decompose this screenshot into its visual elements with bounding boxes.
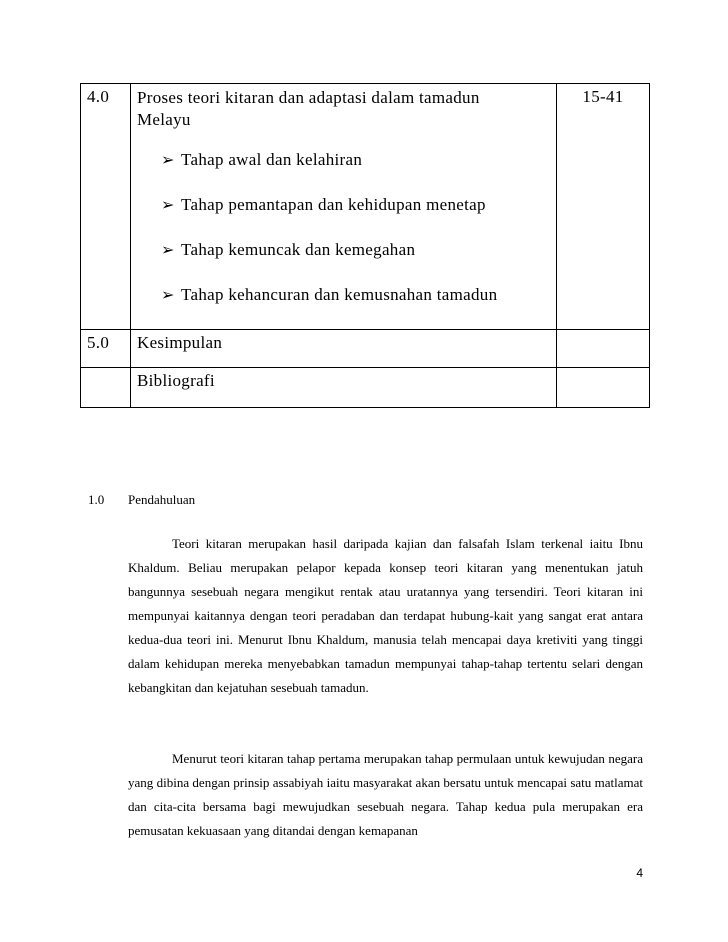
page-number: 4 [636,866,643,880]
table-of-contents [80,83,650,408]
toc-title: Proses teori kitaran dan adaptasi dalam tamadun [137,88,480,107]
toc-row [81,84,650,330]
toc-title-cell [131,84,557,330]
toc-subitem [161,149,556,194]
section-number: 1.0 [88,492,105,507]
toc-subitem [161,239,556,284]
toc-page-range [557,368,650,408]
toc-subitem-label: Tahap kemuncak dan kemegahan [181,240,416,259]
toc-subitem [161,194,556,239]
toc-page-range [557,330,650,368]
arrow-bullet-icon: ➢ [161,197,175,214]
toc-title: Kesimpulan [131,330,557,368]
arrow-bullet-icon: ➢ [161,242,175,259]
section-title: Pendahuluan [128,492,196,507]
arrow-bullet-icon: ➢ [161,287,175,304]
toc-title-continued: Melayu [137,110,191,129]
toc-title: Bibliografi [131,368,557,408]
toc-row [81,368,650,408]
toc-number: 5.0 [81,330,131,368]
toc-subitem-label: Tahap pemantapan dan kehidupan menetap [181,195,486,214]
body-paragraph [128,532,643,700]
toc-subitems [161,149,556,329]
body-paragraph [128,747,643,843]
toc-page-range: 15-41 [557,84,650,330]
toc-subitem [161,284,556,329]
toc-number [81,368,131,408]
toc-subitem-label: Tahap kehancuran dan kemusnahan tamadun [181,285,498,304]
toc-subitem-label: Tahap awal dan kelahiran [181,150,363,169]
paragraph-text: Teori kitaran merupakan hasil daripada kajian dan falsafah Islam terkenal iaitu Ibnu Khaldum. Beliau merupakan pelapor kepada konsep teori kitaran yang menentukan jatuh bangunnya sesebuah negara mengikut rentak atau uratannya yang tersendiri. Teori kitaran ini mempunyai kaitannya dengan teori peradaban dan terdapat hubung-kait yang sangat erat antara kedua-dua teori ini. Menurut Ibnu Khaldum, manusia telah mencapai daya kretiviti yang tinggi dalam kehidupan mereka menyebabkan tamadun mempunyai tahap-tahap tertentu selari dengan kebangkitan dan kejatuhan sesebuah tamadun. [128,536,643,695]
toc-row [81,330,650,368]
paragraph-text: Menurut teori kitaran tahap pertama merupakan tahap permulaan untuk kewujudan negara yang dibina dengan prinsip assabiyah iaitu masyarakat akan bersatu untuk mencapai satu matlamat dan cita-cita bersama bagi mewujudkan sesebuah negara. Tahap kedua pula merupakan era pemusatan kekuasaan yang ditandai dengan kemapanan [128,751,643,838]
toc-number: 4.0 [81,84,131,330]
arrow-bullet-icon: ➢ [161,152,175,169]
